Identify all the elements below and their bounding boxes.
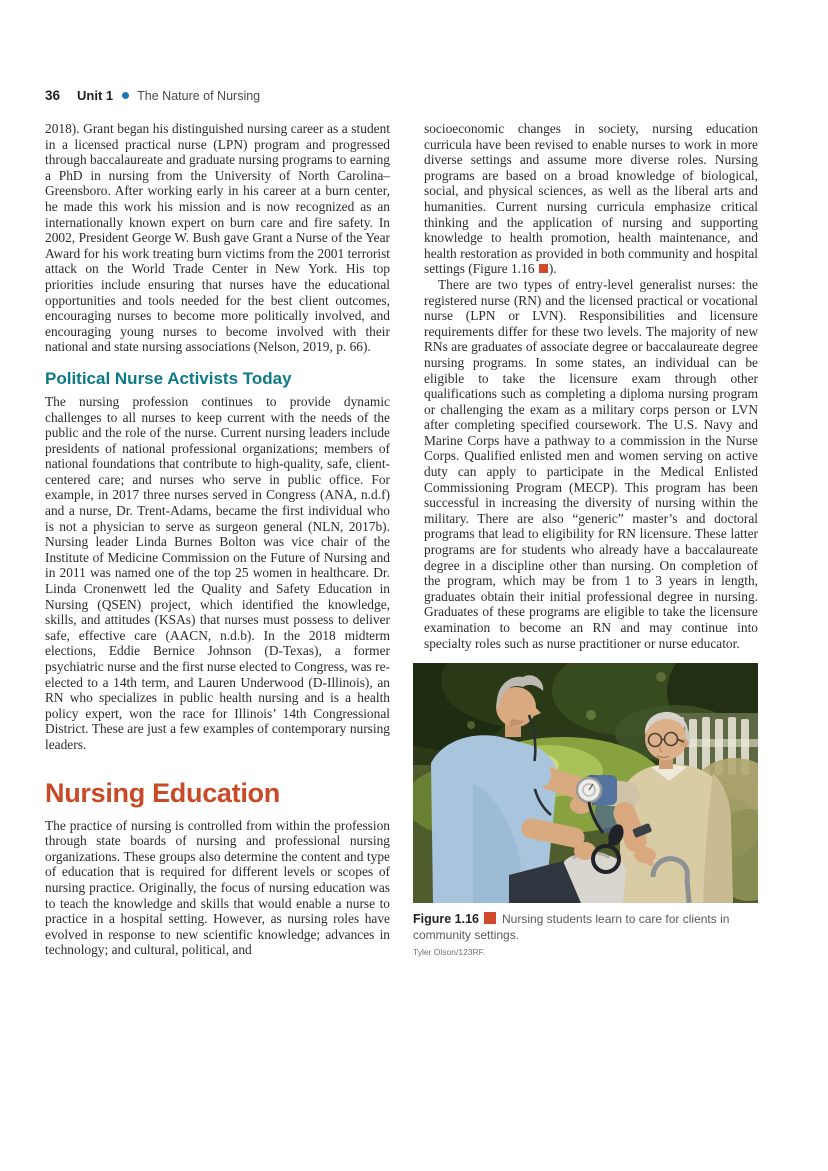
unit-label: Unit 1 [77, 88, 114, 103]
page-number: 36 [45, 88, 61, 103]
figure-caption [413, 911, 758, 960]
figure-credit: Tyler Olson/123RF. [413, 947, 486, 958]
figure-ref-square-icon [539, 264, 548, 273]
figure-caption-text: Nursing students learn to care for clients in community settings. [413, 912, 730, 943]
paragraph-curricula-text: socioeconomic changes in society, nursing education curricula have been revised to enable nurses to work in more diverse settings and assume more diverse roles. Nursing programs are based on a broad knowledge of biological, social, and physical sciences, as well as the liberal arts and humanities. Current nursing curricula emphasize critical thinking and the application of nursing and supporting knowledge to health promotion, health maintenance, and health restoration as provided in both community and hospital settings (Figure 1.16 [424, 121, 758, 277]
left-column [45, 121, 390, 960]
paragraph-nurse-activists: The nursing profession continues to provide dynamic challenges to all nurses to keep current with the needs of the public and the role of the nurse. Current nursing leaders include presidents of national professional organizations; members of national foundations that contribute to high-quality, safe, client-centered care; and nurses who serve in public office. For example, in 2017 three nurses served in Congress (ANA, n.d.f) and a nurse, Dr. Trent-Adams, became the first individual who is not a physician to serve as surgeon general (NLN, 2017b). Nursing leader Linda Burnes Bolton was vice chair of the Institute of Medicine Commission on the Future of Nursing and in 2011 was named one of the top 25 women in healthcare. Dr. Linda Cronenwett led the Quality and Safety Education in Nursing (QSEN) project, which identified the knowledge, skills, and attitudes (KSAs) that nurses must possess to deliver safe, effective care (AACN, n.d.b). In the 2018 midterm elections, Eddie Bernice Johnson (D-Texas), a former psychiatric nurse and the first nurse elected to Congress, was re-elected to a 14th term, and Lauren Underwood (D-Illinois), an RN who specializes in public health nursing and is a health policy expert, won the race for Illinois’ 14th Congressional District. These are just a few examples of contemporary nursing leaders. [45, 393, 390, 752]
figure-label: Figure 1.16 [413, 912, 479, 927]
paragraph-grant-bio: 2018). Grant began his distinguished nursing career as a student in a licensed practical nurse (LPN) program and progressed through baccalaureate and graduate nursing programs to earning a PhD in nursing from the University of North Carolina–Greensboro. After working early in his career at a burn center, he made this work his mission and is now recognized as an internationally known expert on burn care and fire safety. In 2002, President George W. Bush gave Grant a Nurse of the Year Award for his work treating burn victims from the 2001 terrorist attack on the World Trade Center in New York. His top priorities include ensuring that nurses have the educational opportunities and tools needed for the best client outcomes, encouraging nurses to become more politically involved, and encouraging young nurses to become involved with their national and state nursing associations (Nelson, 2019, p. 66). [45, 121, 390, 355]
paragraph-curricula [424, 121, 758, 277]
paragraph-nursing-practice-control: The practice of nursing is controlled from within the profession through state boards of nursing and professional nursing organizations. These groups also determine the content and type of education that is required for different levels or scopes of nursing practice. Originally, the focus of nursing education was to teach the knowledge and skills that would enable a nurse to practice in a hospital setting. However, as nursing roles have evolved in response to new scientific knowledge; advances in technology; and cultural, political, and [45, 817, 390, 958]
two-column-layout [45, 121, 758, 960]
figure-1-16 [413, 663, 758, 960]
section-heading-political-nurse-activists: Political Nurse Activists Today [45, 368, 292, 388]
figure-photo [413, 663, 758, 903]
caption-square-icon [484, 912, 496, 924]
paragraph-entry-level-nurses: There are two types of entry-level generalist nurses: the registered nurse (RN) and the licensed practical or vocational nurse (LPN or LVN). Responsibilities and licensure requirements differ for these two levels. The majority of new RNs are graduates of associate degree or baccalaureate degree nursing programs. In some states, an individual can be eligible to take the licensure exam through other qualifications such as completing a diploma nursing program or challenging the exam as a military corps person or LVN after completing specified coursework. The U.S. Navy and Marine Corps have a pathway to a commission in the Nurse Corps. Qualified enlisted men and women serving on active duty can apply to participate in the Medical Enlisted Commissioning Program (MECP). This program has been successful in increasing the diversity of nursing within the military. There are also “generic” master’s and doctoral programs that lead to eligibility for RN licensure. These latter programs are for students who already have a baccalaureate degree in a discipline other than nursing. On completion of the program, which may be from 1 to 3 years in length, graduates obtain their initial professional degree in nursing. Graduates of these programs are eligible to take the licensure examination to become an RN and may continue into specialty roles such as nurse practitioner or nurse educator. [424, 276, 758, 651]
right-column [413, 121, 758, 960]
unit-title: The Nature of Nursing [137, 88, 261, 103]
bullet-icon [122, 92, 129, 99]
paragraph-curricula-tail: ). [548, 261, 557, 277]
chapter-heading-nursing-education: Nursing Education [45, 777, 280, 808]
photo-illustration [413, 663, 758, 903]
running-header [45, 88, 260, 103]
